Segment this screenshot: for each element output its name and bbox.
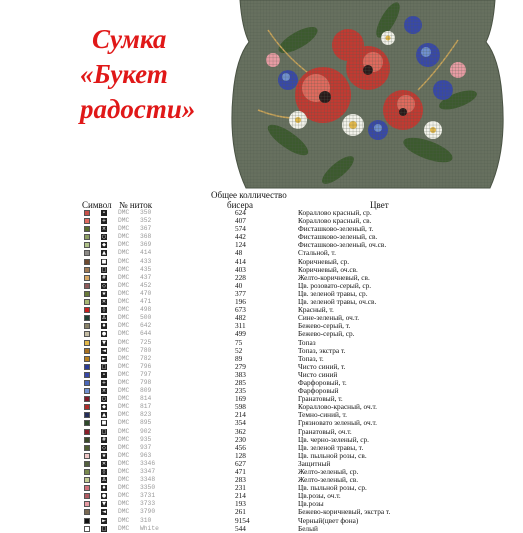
- thread-brand: DMC: [118, 322, 130, 330]
- bead-count: 230: [235, 434, 246, 444]
- table-row: [84, 330, 504, 338]
- stitch-symbol-icon: •: [102, 210, 106, 216]
- thread-number: 814: [140, 395, 152, 403]
- table-row: [84, 428, 504, 436]
- color-swatch: [84, 396, 90, 402]
- stitch-symbol-icon: ♦: [101, 323, 107, 330]
- color-name: Темно-синий, т.: [298, 410, 347, 420]
- color-name: Желто-коричневый, св.: [298, 272, 370, 282]
- bead-count: 52: [235, 345, 243, 355]
- thread-number: 435: [140, 265, 152, 273]
- thread-brand: DMC: [118, 306, 130, 314]
- color-swatch: [84, 340, 90, 346]
- thread-brand: DMC: [118, 281, 130, 289]
- stitch-symbol-icon: ■: [101, 420, 107, 427]
- stitch-symbol-icon: □: [101, 363, 107, 370]
- thread-number: 500: [140, 314, 152, 322]
- stitch-symbol-icon: ∆: [102, 315, 106, 322]
- bead-count: 311: [235, 321, 246, 331]
- color-name: Цв. зеленой травы, ср.: [298, 288, 368, 298]
- thread-number: 642: [140, 322, 152, 330]
- table-row: [84, 371, 504, 379]
- color-name: Цв.розы, оч.т.: [298, 491, 341, 501]
- thread-brand: DMC: [118, 362, 130, 370]
- bead-count: 285: [235, 377, 246, 387]
- thread-number: 369: [140, 241, 152, 249]
- stitch-symbol-icon: #: [101, 274, 107, 281]
- bag-cross-stitch-pattern: [228, 0, 507, 190]
- table-row: [84, 517, 504, 525]
- color-name: Гранатовый, оч.т.: [298, 426, 352, 436]
- thread-number: 414: [140, 249, 152, 257]
- table-row: [84, 379, 504, 387]
- bead-count: 231: [235, 483, 246, 493]
- thread-number: 367: [140, 225, 152, 233]
- table-row: [84, 363, 504, 371]
- color-name: Белый: [298, 523, 318, 533]
- table-row: [84, 452, 504, 460]
- color-name: Бежево-серый, ср.: [298, 329, 355, 339]
- color-name: Черный(цвет фона): [298, 515, 359, 525]
- color-swatch: [84, 461, 90, 467]
- stitch-symbol-icon: ♦: [101, 485, 107, 492]
- table-row: [84, 500, 504, 508]
- color-swatch: [84, 315, 90, 321]
- bead-count: 128: [235, 450, 246, 460]
- bead-count: 261: [235, 507, 246, 517]
- color-key-table: [84, 209, 504, 533]
- stitch-symbol-icon: ◄: [102, 347, 106, 354]
- color-swatch: [84, 259, 90, 265]
- table-row: [84, 476, 504, 484]
- thread-number: 471: [140, 298, 152, 306]
- thread-brand: DMC: [118, 370, 130, 378]
- bead-count: 75: [235, 337, 243, 347]
- header-symbol: Символ: [82, 200, 112, 210]
- thread-number: 310: [140, 516, 152, 524]
- color-swatch: [84, 469, 90, 475]
- table-row: [84, 444, 504, 452]
- table-row: [84, 249, 504, 257]
- stitch-symbol-icon: ▼: [102, 339, 106, 346]
- bead-count: 471: [235, 467, 246, 476]
- bead-count: 48: [235, 248, 243, 258]
- thread-brand: DMC: [118, 338, 130, 346]
- stitch-symbol-icon: ►: [102, 517, 106, 524]
- table-row: [84, 387, 504, 395]
- thread-number: 797: [140, 370, 152, 378]
- color-name: Цв. пыльной розы, ср.: [298, 483, 367, 493]
- bead-count: 627: [235, 458, 246, 468]
- stitch-symbol-icon: ◆: [102, 404, 106, 411]
- thread-number: 782: [140, 354, 152, 362]
- bead-count: 354: [235, 418, 246, 428]
- bead-count: 414: [235, 256, 246, 266]
- table-row: [84, 419, 504, 427]
- bead-count: 362: [235, 426, 246, 436]
- table-row: [84, 209, 504, 217]
- bead-count: 598: [235, 402, 246, 412]
- color-swatch: [84, 477, 90, 483]
- thread-brand: DMC: [118, 289, 130, 297]
- stitch-symbol-icon: ◇: [102, 282, 106, 289]
- table-row: [84, 322, 504, 330]
- table-row: [84, 355, 504, 363]
- thread-brand: DMC: [118, 484, 130, 492]
- bead-count: 283: [235, 475, 246, 485]
- stitch-symbol-icon: ●: [101, 331, 107, 338]
- color-name: Красный, т.: [298, 305, 334, 315]
- table-row: [84, 233, 504, 241]
- color-name: Кораллово красный, ср.: [298, 208, 372, 217]
- thread-number: 452: [140, 281, 152, 289]
- stitch-symbol-icon: ◇: [102, 444, 106, 451]
- thread-brand: DMC: [118, 298, 130, 306]
- thread-number: 350: [140, 209, 152, 216]
- thread-number: 935: [140, 435, 152, 443]
- bead-count: 9154: [235, 515, 250, 525]
- color-swatch: [84, 307, 90, 313]
- stitch-symbol-icon: ×: [101, 388, 107, 395]
- thread-brand: DMC: [118, 500, 130, 508]
- thread-brand: DMC: [118, 508, 130, 516]
- thread-number: 725: [140, 338, 152, 346]
- thread-number: 368: [140, 233, 152, 241]
- color-name: Кораллово красный, св.: [298, 216, 372, 226]
- color-swatch: [84, 242, 90, 248]
- table-row: [84, 339, 504, 347]
- bead-count: 235: [235, 386, 246, 396]
- color-name: Цв. розовато-серый, ср.: [298, 280, 372, 290]
- color-swatch: [84, 501, 90, 507]
- thread-brand: DMC: [118, 443, 130, 451]
- bead-count: 40: [235, 280, 243, 290]
- thread-brand: DMC: [118, 395, 130, 403]
- thread-number: 809: [140, 387, 152, 395]
- thread-number: 3346: [140, 459, 156, 467]
- color-name: Гранатовый, т.: [298, 394, 343, 404]
- table-row: [84, 241, 504, 249]
- bead-count: 499: [235, 329, 246, 339]
- table-row: [84, 225, 504, 233]
- color-name: Фарфоровый, т.: [298, 377, 347, 387]
- color-name: Фисташково-зеленый, оч.св.: [298, 240, 387, 250]
- color-swatch: [84, 429, 90, 435]
- thread-brand: DMC: [118, 476, 130, 484]
- thread-brand: DMC: [118, 346, 130, 354]
- thread-number: 470: [140, 289, 152, 297]
- color-name: Грязновато зеленый, оч.т.: [298, 418, 377, 428]
- color-name: Топаз, т.: [298, 353, 324, 363]
- table-row: [84, 298, 504, 306]
- bead-count: 377: [235, 288, 246, 298]
- thread-brand: DMC: [118, 403, 130, 411]
- thread-brand: DMC: [118, 257, 130, 265]
- stitch-symbol-icon: ◄: [102, 509, 106, 516]
- stitch-symbol-icon: ◊: [102, 307, 106, 314]
- stitch-symbol-icon: ▲: [102, 250, 106, 257]
- color-swatch: [84, 485, 90, 491]
- title-line-1: Сумка: [92, 24, 167, 54]
- header-color: Цвет: [370, 200, 389, 210]
- stitch-symbol-icon: ✕: [101, 460, 107, 467]
- table-row: [84, 274, 504, 282]
- color-swatch: [84, 493, 90, 499]
- stitch-symbol-icon: +: [101, 379, 107, 386]
- thread-brand: DMC: [118, 387, 130, 395]
- thread-brand: DMC: [118, 378, 130, 386]
- color-swatch: [84, 412, 90, 418]
- bead-count: 193: [235, 499, 246, 509]
- color-swatch: [84, 323, 90, 329]
- color-name: Желто-зеленый, св.: [298, 475, 359, 485]
- stitch-symbol-icon: □: [101, 525, 107, 532]
- stitch-symbol-icon: ★: [101, 290, 107, 297]
- thread-brand: DMC: [118, 225, 130, 233]
- table-row: [84, 468, 504, 476]
- thread-number: 498: [140, 306, 152, 314]
- table-row: [84, 290, 504, 298]
- color-name: Кораллово-красный, оч.т.: [298, 402, 377, 412]
- stitch-symbol-icon: ✕: [101, 299, 107, 306]
- thread-brand: DMC: [118, 241, 130, 249]
- color-swatch: [84, 210, 90, 216]
- table-row: [84, 525, 504, 533]
- bead-count: 544: [235, 523, 246, 533]
- color-name: Желто-зеленый, ср.: [298, 467, 359, 476]
- color-name: Чисто синий: [298, 369, 338, 379]
- color-swatch: [84, 437, 90, 443]
- color-name: Фисташково-зеленый, св.: [298, 232, 378, 242]
- thread-number: 437: [140, 273, 152, 281]
- stitch-symbol-icon: #: [101, 436, 107, 443]
- table-row: [84, 492, 504, 500]
- bead-count: 673: [235, 305, 246, 315]
- color-name: Коричневый, ср.: [298, 256, 350, 266]
- stitch-symbol-icon: ■: [101, 258, 107, 265]
- stitch-symbol-icon: ►: [102, 355, 106, 362]
- thread-brand: DMC: [118, 354, 130, 362]
- stitch-symbol-icon: ★: [101, 452, 107, 459]
- thread-brand: DMC: [118, 435, 130, 443]
- thread-brand: DMC: [118, 451, 130, 459]
- table-row: [84, 508, 504, 516]
- bead-count: 624: [235, 208, 246, 217]
- color-swatch: [84, 372, 90, 378]
- page-title: [80, 22, 220, 127]
- thread-number: 644: [140, 330, 152, 338]
- header-beads: бисера: [227, 200, 253, 210]
- thread-number: 823: [140, 411, 152, 419]
- bead-count: 383: [235, 369, 246, 379]
- thread-number: 937: [140, 443, 152, 451]
- thread-brand: DMC: [118, 411, 130, 419]
- bead-count: 403: [235, 264, 246, 274]
- color-swatch: [84, 291, 90, 297]
- thread-number: 963: [140, 451, 152, 459]
- thread-number: 796: [140, 362, 152, 370]
- color-name: Цв. пыльной розы, св.: [298, 450, 367, 460]
- thread-brand: DMC: [118, 524, 130, 532]
- stitch-symbol-icon: ◊: [102, 469, 106, 475]
- color-name: Цв. зеленой травы, оч.св.: [298, 297, 377, 307]
- thread-brand: DMC: [118, 459, 130, 467]
- color-swatch: [84, 275, 90, 281]
- stitch-symbol-icon: □: [101, 266, 107, 273]
- thread-brand: DMC: [118, 468, 130, 475]
- thread-number: 817: [140, 403, 152, 411]
- color-swatch: [84, 420, 90, 426]
- header-threads: № ниток: [119, 200, 153, 210]
- bead-count: 482: [235, 313, 246, 323]
- bead-count: 279: [235, 361, 246, 371]
- color-name: Топаз: [298, 337, 316, 347]
- color-swatch: [84, 331, 90, 337]
- color-swatch: [84, 348, 90, 354]
- bead-count: 196: [235, 297, 246, 307]
- thread-number: 780: [140, 346, 152, 354]
- table-row: [84, 411, 504, 419]
- color-swatch: [84, 526, 90, 532]
- color-name: Фисташково-зеленый, т.: [298, 224, 374, 234]
- color-name: Чисто синий, т.: [298, 361, 346, 371]
- color-swatch: [84, 283, 90, 289]
- color-swatch: [84, 380, 90, 386]
- stitch-symbol-icon: ∆: [102, 477, 106, 484]
- table-row: [84, 217, 504, 225]
- color-name: Цв.розы: [298, 499, 324, 509]
- thread-brand: DMC: [118, 492, 130, 500]
- color-swatch: [84, 234, 90, 240]
- table-row: [84, 403, 504, 411]
- color-swatch: [84, 445, 90, 451]
- thread-number: 3347: [140, 468, 156, 475]
- color-swatch: [84, 226, 90, 232]
- thread-number: White: [140, 524, 159, 532]
- table-row: [84, 460, 504, 468]
- table-row: [84, 282, 504, 290]
- thread-number: 3790: [140, 508, 156, 516]
- bead-count: 456: [235, 442, 246, 452]
- thread-brand: DMC: [118, 516, 130, 524]
- thread-brand: DMC: [118, 265, 130, 273]
- total-quantity-caption: Общее колличество: [211, 190, 287, 200]
- color-swatch: [84, 453, 90, 459]
- color-swatch: [84, 250, 90, 256]
- thread-number: 433: [140, 257, 152, 265]
- bead-count: 214: [235, 410, 246, 420]
- color-name: Стальной, т.: [298, 248, 336, 258]
- thread-brand: DMC: [118, 419, 130, 427]
- stitch-symbol-icon: ◆: [102, 242, 106, 249]
- color-name: Топаз, экстра т.: [298, 345, 346, 355]
- bead-count: 228: [235, 272, 246, 282]
- stitch-symbol-icon: •: [102, 371, 106, 378]
- bead-count: 407: [235, 216, 246, 226]
- stitch-symbol-icon: ○: [101, 396, 107, 403]
- thread-brand: DMC: [118, 427, 130, 435]
- color-name: Бежево-коричневый, экстра т.: [298, 507, 391, 517]
- color-swatch: [84, 388, 90, 394]
- title-line-3: радости»: [80, 94, 196, 124]
- color-swatch: [84, 299, 90, 305]
- table-row: [84, 347, 504, 355]
- bead-count: 89: [235, 353, 243, 363]
- thread-brand: DMC: [118, 314, 130, 322]
- stitch-symbol-icon: ▼: [102, 501, 106, 508]
- thread-number: 798: [140, 378, 152, 386]
- stitch-symbol-icon: ●: [101, 493, 107, 500]
- color-name: Цв. черно-зеленый, ср.: [298, 434, 369, 444]
- title-line-2: «Букет: [80, 59, 168, 89]
- bead-count: 169: [235, 394, 246, 404]
- thread-brand: DMC: [118, 217, 130, 225]
- table-row: [84, 484, 504, 492]
- thread-brand: DMC: [118, 209, 130, 216]
- bead-count: 214: [235, 491, 246, 501]
- stitch-symbol-icon: ×: [101, 226, 107, 233]
- thread-brand: DMC: [118, 273, 130, 281]
- stitch-symbol-icon: ▲: [102, 412, 106, 419]
- thread-number: 352: [140, 217, 152, 225]
- color-name: Сине-зеленый, оч.т.: [298, 313, 360, 323]
- table-row: [84, 314, 504, 322]
- color-name: Цв. зеленой травы, т.: [298, 442, 364, 452]
- color-swatch: [84, 404, 90, 410]
- color-swatch: [84, 218, 90, 224]
- table-row: [84, 436, 504, 444]
- bead-count: 124: [235, 240, 246, 250]
- thread-number: 895: [140, 419, 152, 427]
- table-row: [84, 258, 504, 266]
- table-row: [84, 306, 504, 314]
- bead-count: 442: [235, 232, 246, 242]
- color-name: Защитный: [298, 458, 331, 468]
- thread-number: 3348: [140, 476, 156, 484]
- thread-number: 3731: [140, 492, 156, 500]
- stitch-symbol-icon: □: [101, 428, 107, 435]
- thread-brand: DMC: [118, 249, 130, 257]
- stitch-symbol-icon: ○: [101, 234, 107, 241]
- color-swatch: [84, 356, 90, 362]
- thread-brand: DMC: [118, 233, 130, 241]
- color-swatch: [84, 364, 90, 370]
- table-row: [84, 395, 504, 403]
- thread-number: 3350: [140, 484, 156, 492]
- stitch-symbol-icon: +: [101, 218, 107, 225]
- color-name: Фарфоровый: [298, 386, 339, 396]
- bead-count: 574: [235, 224, 246, 234]
- color-name: Коричневый, оч.св.: [298, 264, 358, 274]
- thread-brand: DMC: [118, 330, 130, 338]
- thread-number: 902: [140, 427, 152, 435]
- thread-number: 3733: [140, 500, 156, 508]
- table-row: [84, 266, 504, 274]
- color-name: Бежево-серый, т.: [298, 321, 351, 331]
- color-swatch: [84, 509, 90, 515]
- color-swatch: [84, 267, 90, 273]
